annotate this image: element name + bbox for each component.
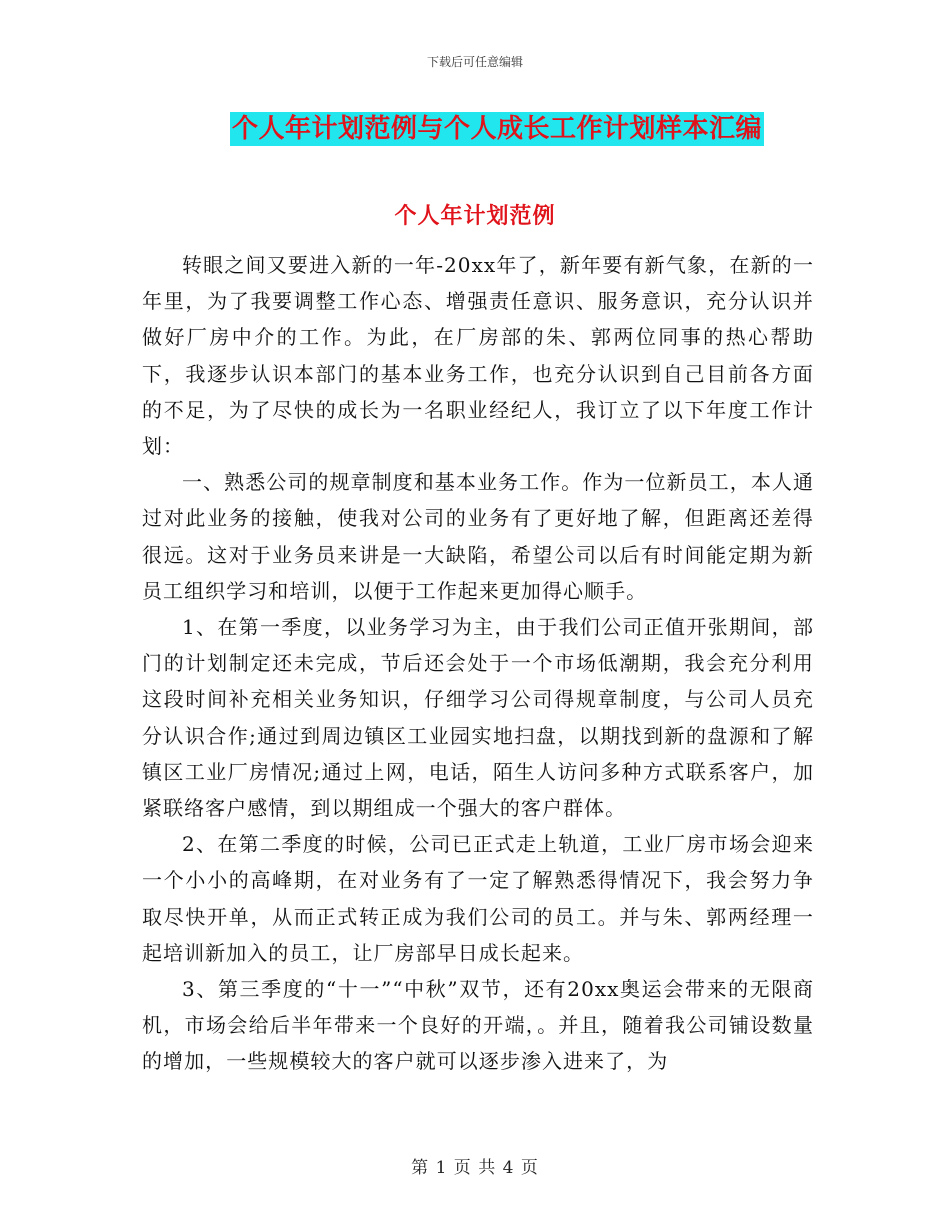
page-footer: 第 1 页 共 4 页 (411, 1158, 539, 1178)
paragraph: 3、第三季度的“十一”“中秋”双节，还有20xx奥运会带来的无限商机，市场会给后半年带来一个良好的开端，。并且，随着我公司铺设数量的增加，一些规模较大的客户就可以逐步渗入进来了，为 (142, 977, 814, 1074)
paragraph: 一、熟悉公司的规章制度和基本业务工作。作为一位新员工，本人通过对此业务的接触，使我对公司的业务有了更好地了解，但距离还差得很远。这对于业务员来讲是一大缺陷，希望公司以后有时间能定期为新员工组织学习和培训，以便于工作起来更加得心顺手。 (142, 470, 814, 603)
document-title: 个人年计划范例与个人成长工作计划样本汇编 (231, 114, 762, 144)
paragraph: 1、在第一季度，以业务学习为主，由于我们公司正值开张期间，部门的计划制定还未完成，节后还会处于一个市场低潮期，我会充分利用这段时间补充相关业务知识，仔细学习公司得规章制度，与公司人员充分认识合作;通过到周边镇区工业园实地扫盘，以期找到新的盘源和了解镇区工业厂房情况;通过上网，电话，陌生人访问多种方式联系客户，加紧联络客户感情，到以期组成一个强大的客户群体。 (142, 615, 814, 821)
header-note: 下载后可任意编辑 (426, 55, 523, 69)
document-body (142, 247, 814, 1080)
section-title: 个人年计划范例 (394, 203, 556, 229)
paragraph: 转眼之间又要进入新的一年-20xx年了，新年要有新气象，在新的一年里，为了我要调整工作心态、增强责任意识、服务意识，充分认识并做好厂房中介的工作。为此，在厂房部的朱、郭两位同事的热心帮助下，我逐步认识本部门的基本业务工作，也充分认识到自己目前各方面的不足，为了尽快的成长为一名职业经纪人，我订立了以下年度工作计划： (142, 253, 814, 459)
paragraph: 2、在第二季度的时候，公司已正式走上轨道，工业厂房市场会迎来一个小小的高峰期，在对业务有了一定了解熟悉得情况下，我会努力争取尽快开单，从而正式转正成为我们公司的员工。并与朱、郭两经理一起培训新加入的员工，让厂房部早日成长起来。 (142, 832, 814, 965)
document-title-container (0, 112, 950, 146)
